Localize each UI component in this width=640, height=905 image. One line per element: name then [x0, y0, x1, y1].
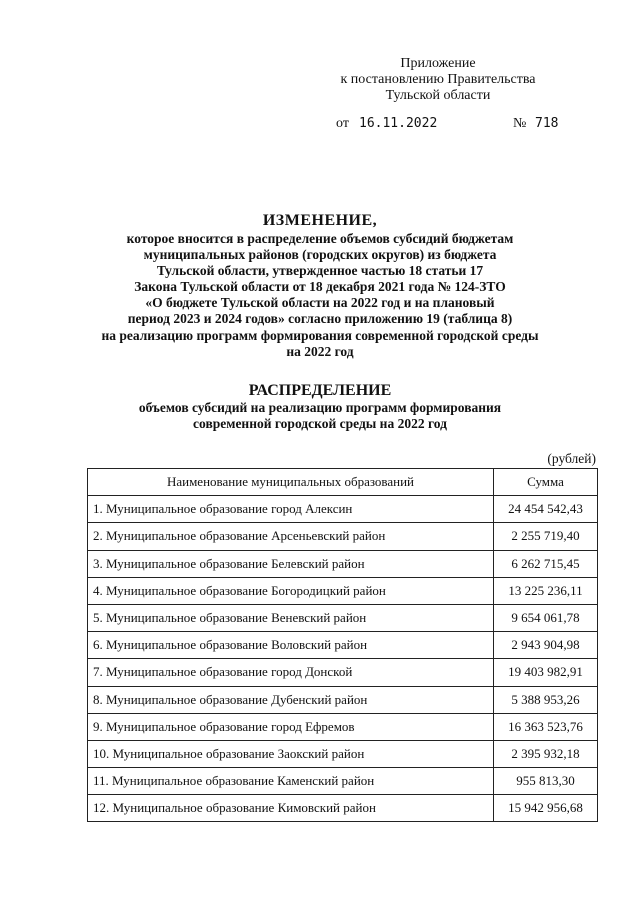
subtitle-line: современной городской среды на 2022 год	[193, 416, 447, 431]
intro-text	[60, 231, 580, 360]
municipality-name: 8. Муниципальное образование Дубенский район	[88, 686, 494, 713]
table-row	[88, 740, 598, 767]
municipality-name: 10. Муниципальное образование Заокский район	[88, 740, 494, 767]
table-row	[88, 550, 598, 577]
subsidy-amount: 2 255 719,40	[494, 523, 598, 550]
municipality-name: 6. Муниципальное образование Воловский район	[88, 632, 494, 659]
appendix-line: Приложение	[400, 56, 476, 71]
municipality-name: 9. Муниципальное образование город Ефремов	[88, 713, 494, 740]
table-row	[88, 523, 598, 550]
column-header-name: Наименование муниципальных образований	[88, 469, 494, 496]
intro-line: на реализацию программ формирования современной городской среды	[101, 327, 539, 343]
distribution-title: РАСПРЕДЕЛЕНИЕ	[248, 382, 392, 399]
table-row	[88, 768, 598, 795]
column-header-sum: Сумма	[494, 469, 598, 496]
municipality-name: 11. Муниципальное образование Каменский район	[88, 768, 494, 795]
unit-label: (рублей)	[547, 451, 596, 466]
subsidy-amount: 16 363 523,76	[494, 713, 598, 740]
appendix-line: Тульской области	[385, 88, 491, 103]
document-heading: ИЗМЕНЕНИЕ,	[262, 212, 378, 229]
intro-line: на 2022 год	[286, 343, 354, 359]
date-prefix: от	[336, 116, 349, 131]
table-row	[88, 686, 598, 713]
table-row	[88, 604, 598, 631]
intro-line: Тульской области, утвержденное частью 18 статьи 17	[156, 263, 484, 279]
intro-line: период 2023 и 2024 годов» согласно приложению 19 (таблица 8)	[127, 311, 513, 327]
subsidy-amount: 955 813,30	[494, 768, 598, 795]
appendix-line: к постановлению Правительства	[340, 72, 536, 87]
table-row	[88, 713, 598, 740]
subsidy-amount: 2 943 904,98	[494, 632, 598, 659]
subsidy-amount: 6 262 715,45	[494, 550, 598, 577]
municipality-name: 7. Муниципальное образование город Донской	[88, 659, 494, 686]
municipality-name: 12. Муниципальное образование Кимовский район	[88, 795, 494, 822]
table-row	[88, 496, 598, 523]
subsidy-amount: 15 942 956,68	[494, 795, 598, 822]
table-row	[88, 659, 598, 686]
number-prefix: №	[513, 116, 527, 131]
subtitle-line: объемов субсидий на реализацию программ формирования	[138, 400, 502, 415]
decree-date: 16.11.2022	[359, 116, 438, 131]
municipality-name: 5. Муниципальное образование Веневский район	[88, 604, 494, 631]
table-header-row	[88, 469, 598, 496]
distribution-subtitle	[60, 400, 580, 432]
intro-line: муниципальных районов (городских округов) из бюджета	[143, 247, 497, 263]
intro-line: Закона Тульской области от 18 декабря 2021 года № 124-ЗТО	[134, 279, 506, 295]
subsidy-amount: 13 225 236,11	[494, 577, 598, 604]
table-row	[88, 632, 598, 659]
table-row	[88, 577, 598, 604]
subsidy-amount: 2 395 932,18	[494, 740, 598, 767]
appendix-block	[318, 56, 558, 104]
subsidy-amount: 9 654 061,78	[494, 604, 598, 631]
distribution-table	[87, 468, 598, 822]
subsidy-amount: 19 403 982,91	[494, 659, 598, 686]
municipality-name: 3. Муниципальное образование Белевский район	[88, 550, 494, 577]
subsidy-amount: 5 388 953,26	[494, 686, 598, 713]
municipality-name: 1. Муниципальное образование город Алексин	[88, 496, 494, 523]
intro-line: «О бюджете Тульской области на 2022 год и на плановый	[145, 295, 495, 311]
municipality-name: 4. Муниципальное образование Богородицкий район	[88, 577, 494, 604]
municipality-name: 2. Муниципальное образование Арсеньевский район	[88, 523, 494, 550]
table-row	[88, 795, 598, 822]
decree-number: 718	[535, 116, 559, 131]
intro-line: которое вносится в распределение объемов субсидий бюджетам	[126, 231, 514, 246]
subsidy-amount: 24 454 542,43	[494, 496, 598, 523]
